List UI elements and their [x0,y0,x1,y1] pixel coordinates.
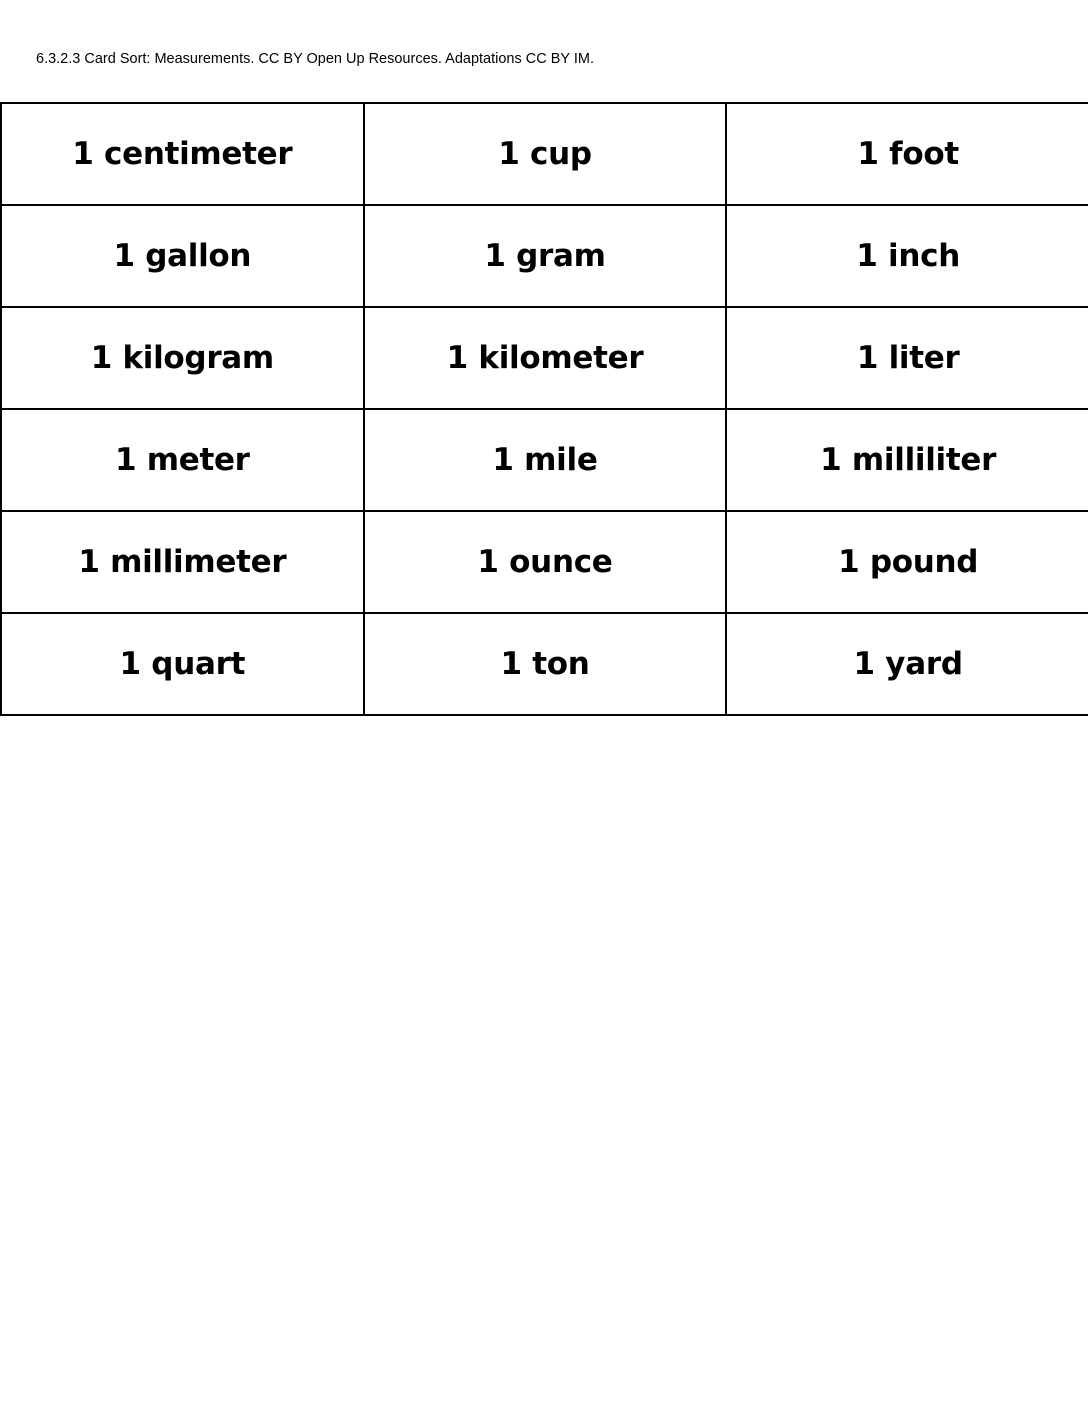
card: 1 meter [1,409,364,511]
card: 1 mile [364,409,727,511]
card: 1 yard [726,613,1088,715]
card: 1 kilogram [1,307,364,409]
card: 1 kilometer [364,307,727,409]
card: 1 ounce [364,511,727,613]
card: 1 ton [364,613,727,715]
card-row [1,613,1088,715]
card-row [1,409,1088,511]
card: 1 quart [1,613,364,715]
card: 1 gram [364,205,727,307]
card: 1 cup [364,103,727,205]
card-row [1,205,1088,307]
card-row [1,307,1088,409]
attribution-text: 6.3.2.3 Card Sort: Measurements. CC BY Open Up Resources. Adaptations CC BY IM. [36,51,594,67]
card-grid [0,102,1088,716]
card: 1 centimeter [1,103,364,205]
card: 1 foot [726,103,1088,205]
card: 1 pound [726,511,1088,613]
card: 1 liter [726,307,1088,409]
card-row [1,511,1088,613]
card: 1 gallon [1,205,364,307]
card: 1 inch [726,205,1088,307]
card: 1 milliliter [726,409,1088,511]
card: 1 millimeter [1,511,364,613]
card-row [1,103,1088,205]
